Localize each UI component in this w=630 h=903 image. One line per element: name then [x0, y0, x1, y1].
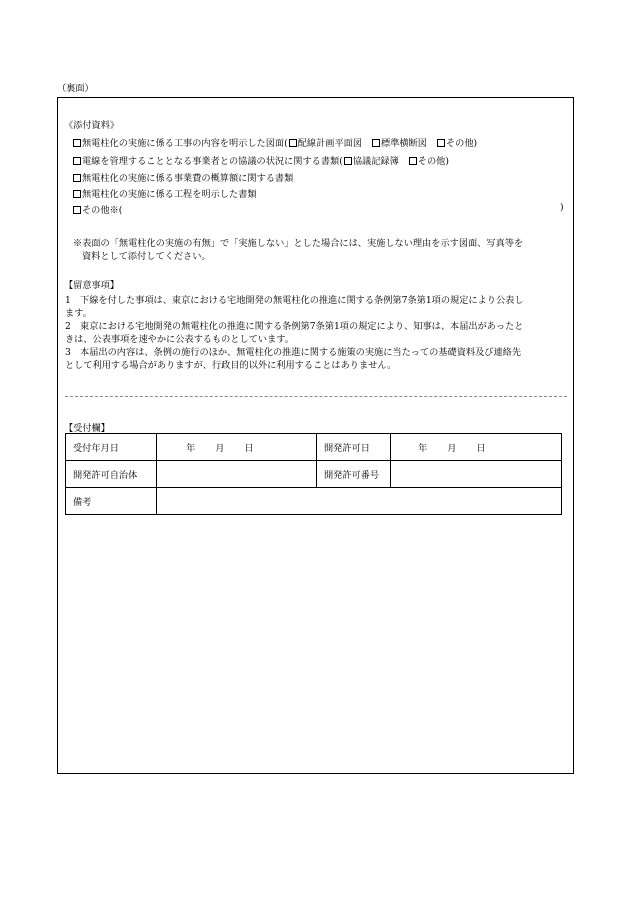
permit-authority-field[interactable]: [157, 461, 317, 488]
permit-date-field[interactable]: 年 月 日: [391, 434, 562, 461]
reception-date-field[interactable]: 年 月 日: [157, 434, 317, 461]
label-permit-authority: 開発許可自治体: [66, 461, 157, 488]
checkbox[interactable]: [73, 139, 81, 147]
attachment-item: 無電柱化の実施に係る事業費の概算額に関する書類: [73, 170, 293, 184]
notice-line: ます。: [65, 308, 92, 319]
reception-heading: 【受付欄】: [64, 423, 110, 434]
page-label: （裏面）: [57, 83, 94, 94]
attachment-item: 無電柱化の実施に係る工事の内容を明示した図面( 配線計画平面図 標準横断図 その他): [73, 135, 477, 149]
notice-line: きは、公表事項を速やかに公表するものとしています。: [65, 334, 294, 345]
attachment-item: その他※(: [73, 202, 122, 216]
table-row: [66, 461, 562, 488]
permit-number-field[interactable]: [391, 461, 562, 488]
attachments-heading: 《添付資料》: [64, 120, 120, 131]
attachment-other-close: ): [560, 202, 564, 213]
remarks-field[interactable]: [157, 488, 562, 515]
checkbox[interactable]: [409, 157, 417, 165]
checkbox[interactable]: [73, 174, 81, 182]
label-permit-number: 開発許可番号: [317, 461, 391, 488]
checkbox[interactable]: [73, 190, 81, 198]
checkbox[interactable]: [344, 157, 352, 165]
checkbox[interactable]: [289, 139, 297, 147]
label-reception-date: 受付年月日: [66, 434, 157, 461]
attachment-note: 資料として添付してください。: [82, 251, 211, 262]
notice-line: 3 本届出の内容は、条例の施行のほか、無電柱化の推進に関する施策の実施に当たっての基礎資料及び連絡先: [65, 347, 522, 358]
notice-line: 1 下線を付した事項は、東京における宅地開発の無電柱化の推進に関する条例第7条第1項の規定により公表し: [65, 295, 524, 306]
attachment-note: ※表面の「無電柱化の実施の有無」で「実施しない」とした場合には、実施しない理由を示す図面、写真等を: [73, 238, 524, 249]
checkbox[interactable]: [73, 206, 81, 214]
notice-line: として利用する場合がありますが、行政目的以外に利用することはありません。: [65, 360, 397, 371]
notice-line: 2 東京における宅地開発の無電柱化の推進に関する条例第7条第1項の規定により、知事は、本届出があったと: [65, 321, 524, 332]
label-remarks: 備考: [66, 488, 157, 515]
checkbox[interactable]: [73, 157, 81, 165]
table-row: [66, 434, 562, 461]
checkbox[interactable]: [437, 139, 445, 147]
checkbox[interactable]: [372, 139, 380, 147]
section-divider: [65, 396, 567, 397]
attachment-item: 無電柱化の実施に係る工程を明示した書類: [73, 186, 257, 200]
notices-heading: 【留意事項】: [64, 280, 120, 291]
reception-table: [65, 433, 562, 515]
attachment-item: 電線を管理することとなる事業者との協議の状況に関する書類( 協議記録簿 その他): [73, 153, 449, 167]
label-permit-date: 開発許可日: [317, 434, 391, 461]
table-row: [66, 488, 562, 515]
